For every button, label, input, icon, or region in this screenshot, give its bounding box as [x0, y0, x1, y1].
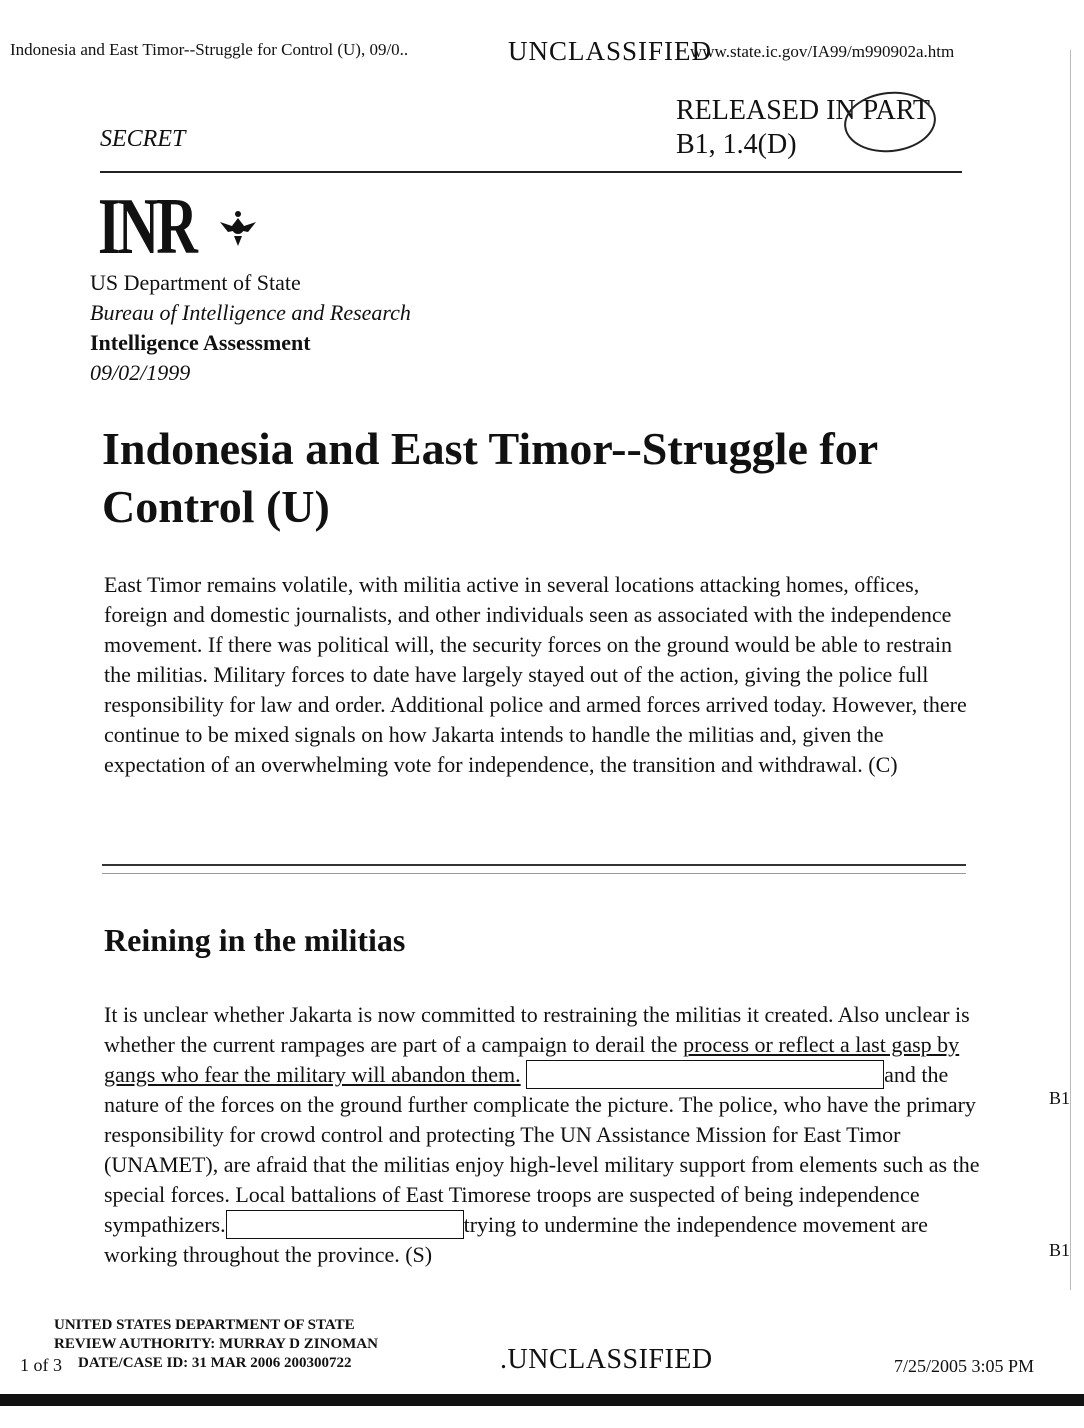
document-title: Indonesia and East Timor--Struggle for Control (U) — [102, 423, 878, 532]
header-classification: UNCLASSIFIED — [508, 36, 713, 66]
section-paragraph — [104, 1000, 984, 1270]
redaction-box — [526, 1060, 884, 1089]
bureau-name: Bureau of Intelligence and Research — [90, 300, 411, 325]
authority-line-2: REVIEW AUTHORITY: MURRAY D ZINOMAN — [54, 1336, 378, 1352]
release-stamp-line1: RELEASED IN PART — [676, 95, 930, 126]
security-marking: SECRET — [100, 126, 186, 152]
eagle-seal-icon — [218, 208, 258, 248]
page-number: 1 of 3 — [20, 1355, 62, 1375]
header-url: www.state.ic.gov/IA99/m990902a.htm — [690, 42, 955, 61]
section-text-a: It is unclear whether Jakarta is now committed to restraining the militias it created. Also unclear is whether the current rampages are part of a campaign to derail the — [104, 1002, 970, 1057]
authority-line-1: UNITED STATES DEPARTMENT OF STATE — [54, 1317, 355, 1333]
summary-paragraph: East Timor remains volatile, with militia active in several locations attacking homes, offices, foreign and domestic journalists, and other individuals seen as associated with the independence movement. If there was political will, the security forces on the ground would be able to restrain the militias. Military forces to date have largely stayed out of the action, giving the police full responsibility for law and order. Additional police and armed forces arrived today. However, there continue to be mixed signals on how Jakarta intends to handle the militias and, given the expectation of an overwhelming vote for independence, the transition and withdrawal. (C) — [104, 572, 967, 777]
redaction-box — [226, 1210, 464, 1239]
print-timestamp: 7/25/2005 3:05 PM — [894, 1356, 1035, 1376]
inr-logo: INR — [98, 183, 195, 271]
product-type: Intelligence Assessment — [90, 330, 311, 355]
page-edge-line — [1070, 50, 1071, 1290]
department-name: US Department of State — [90, 270, 301, 295]
header-page-title: Indonesia and East Timor--Struggle for Control (U), 09/0.. — [10, 40, 409, 59]
review-authority-block — [54, 1316, 378, 1373]
section-divider-secondary — [102, 873, 966, 874]
footer-classification: .UNCLASSIFIED — [500, 1344, 713, 1375]
section-divider — [102, 864, 966, 866]
exemption-code: B1 — [1048, 1088, 1070, 1108]
document-date: 09/02/1999 — [90, 360, 191, 385]
section-text-c: and the nature of the forces on the ground further complicate the picture. The police, who have the primary responsibility for crowd control and protecting The UN Assistance Mission for East Timor (UNAMET), are afraid that the militias enjoy high-level military support from elements such as the special forces. Local battalions of East Timorese troops are suspected of being independence sympathizers. — [104, 1062, 980, 1237]
section-text-b: process or reflect a last gasp by gangs who fear the military will abandon them. — [104, 1032, 960, 1087]
authority-line-3: DATE/CASE ID: 31 MAR 2006 200300722 — [78, 1355, 352, 1371]
release-stamp-line2: B1, 1.4(D) — [676, 129, 797, 160]
section-heading: Reining in the militias — [104, 922, 406, 958]
top-rule — [100, 171, 962, 173]
bottom-scan-bar — [0, 1394, 1084, 1406]
section-text-d: trying to undermine the independence movement are working throughout the province. (S) — [104, 1212, 928, 1267]
exemption-code: B1 — [1048, 1240, 1070, 1260]
agency-block — [90, 268, 411, 388]
